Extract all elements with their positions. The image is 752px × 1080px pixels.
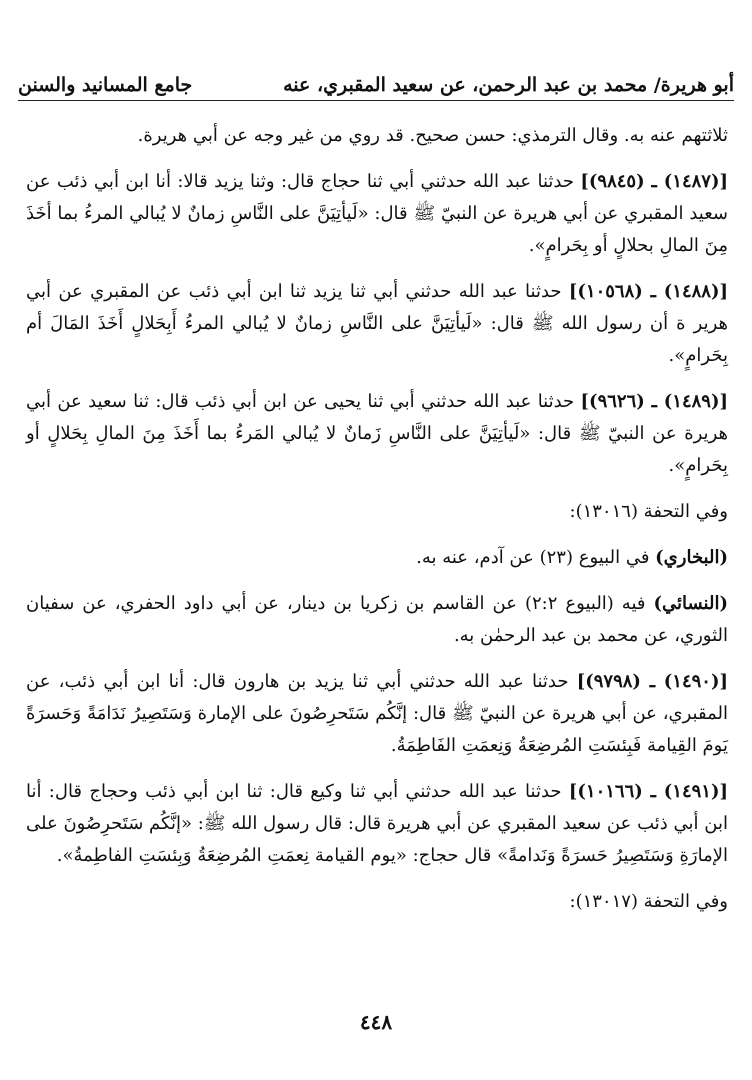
hadith-1488: [26, 276, 728, 372]
paragraph-text: وفي التحفة (١٣٠١٧):: [569, 891, 728, 912]
source-bukhari: [26, 542, 728, 574]
hadith-1489: [26, 386, 728, 482]
hadith-text: حدثنا عبد الله حدثني أبي ثنا يحيى عن ابن أبي ذئب قال: ثنا سعيد عن أبي هريرة عن النبيّ ﷺ قال: «لَيأتِيَنَّ على النَّاسِ زَمانٌ لا يُبالي المَرءُ بما أَخَذَ مِنَ المالِ بِحَلالٍ أو بِحَرامٍ».: [26, 391, 728, 476]
hadith-1490: [26, 666, 728, 762]
source-name: (النسائي): [653, 593, 728, 614]
hadith-number: [(١٤٨٧) ـ (٩٨٤٥)]: [580, 171, 728, 192]
hadith-text: حدثنا عبد الله حدثني أبي ثنا يزيد بن هارون قال: أنا ابن أبي ذئب، عن المقبري، عن أبي هريرة عن النبيّ ﷺ قال: إنَّكُم سَتَحرِصُونَ على الإمارة وَسَتَصِيرُ نَدَامَةً وَحَسرَةً يَومَ القِيامة فَبِئسَتِ المُرضِعَةُ وَنِعمَتِ الفَاطِمَةُ.: [26, 671, 728, 756]
header-title-right: أبو هريرة/ محمد بن عبد الرحمن، عن سعيد المقبري، عنه: [283, 74, 734, 96]
page-number: ٤٤٨: [359, 1010, 393, 1034]
hadith-number: [(١٤٩٠) ـ (٩٧٩٨)]: [576, 671, 728, 692]
hadith-number: [(١٤٨٩) ـ (٩٦٢٦)]: [580, 391, 728, 412]
hadith-1491: [26, 776, 728, 872]
tuhfa-reference: [26, 886, 728, 918]
header-title-left: جامع المسانيد والسنن: [18, 74, 193, 96]
paragraph: [26, 120, 728, 152]
hadith-number: [(١٤٩١) ـ (١٠١٦٦)]: [568, 781, 728, 802]
source-text: فيه (البيوع ٢:٢) عن القاسم بن زكريا بن دينار، عن أبي داود الحفري، عن سفيان الثوري، عن محمد بن عبد الرحمٰن به.: [26, 593, 728, 646]
body-text: [26, 120, 728, 932]
hadith-1487: [26, 166, 728, 262]
header-rule: [18, 100, 734, 101]
source-name: (البخاري): [655, 547, 728, 568]
paragraph-text: وفي التحفة (١٣٠١٦):: [569, 501, 728, 522]
hadith-number: [(١٤٨٨) ـ (١٠٥٦٨)]: [568, 281, 728, 302]
tuhfa-reference: [26, 496, 728, 528]
hadith-text: حدثنا عبد الله حدثني أبي ثنا وكيع قال: ثنا ابن أبي ذئب وحجاج قال: أنا ابن أبي ذئب عن سعيد المقبري عن أبي هريرة قال: قال رسول الله ﷺ: «إنَّكُم سَتَحرِصُونَ على الإمارَةِ وَسَتَصِيرُ حَسرَةً وَنَدامةً» قال حجاج: «يوم القيامة نِعمَتِ المُرضِعَةُ وَبِئسَتِ الفاطِمةُ».: [26, 781, 728, 866]
source-text: في البيوع (٢٣) عن آدم، عنه به.: [416, 547, 656, 568]
running-header: [18, 66, 734, 96]
hadith-text: حدثنا عبد الله حدثني أبي ثنا يزيد ثنا ابن أبي ذئب عن المقبري عن أبي هرير ة أن رسول الله ﷺ قال: «لَيأتِيَنَّ على النَّاسِ زمانٌ لا يُبالي المرءُ أَبِحَلالٍ أَخَذَ المَالَ أم بِحَرامٍ».: [26, 281, 728, 366]
hadith-text: حدثنا عبد الله حدثني أبي ثنا حجاج قال: وثنا يزيد قالا: أنا ابن أبي ذئب عن سعيد المقبري عن أبي هريرة عن النبيّ ﷺ قال: «لَيأتِيَنَّ على النَّاسِ زمانٌ لا يُبالي المرءُ بما أخَذَ مِنَ المالِ بحلالٍ أو بِحَرامٍ».: [26, 171, 728, 256]
paragraph-text: ثلاثتهم عنه به. وقال الترمذي: حسن صحيح. قد روي من غير وجه عن أبي هريرة.: [137, 125, 728, 146]
source-nasai: [26, 588, 728, 652]
